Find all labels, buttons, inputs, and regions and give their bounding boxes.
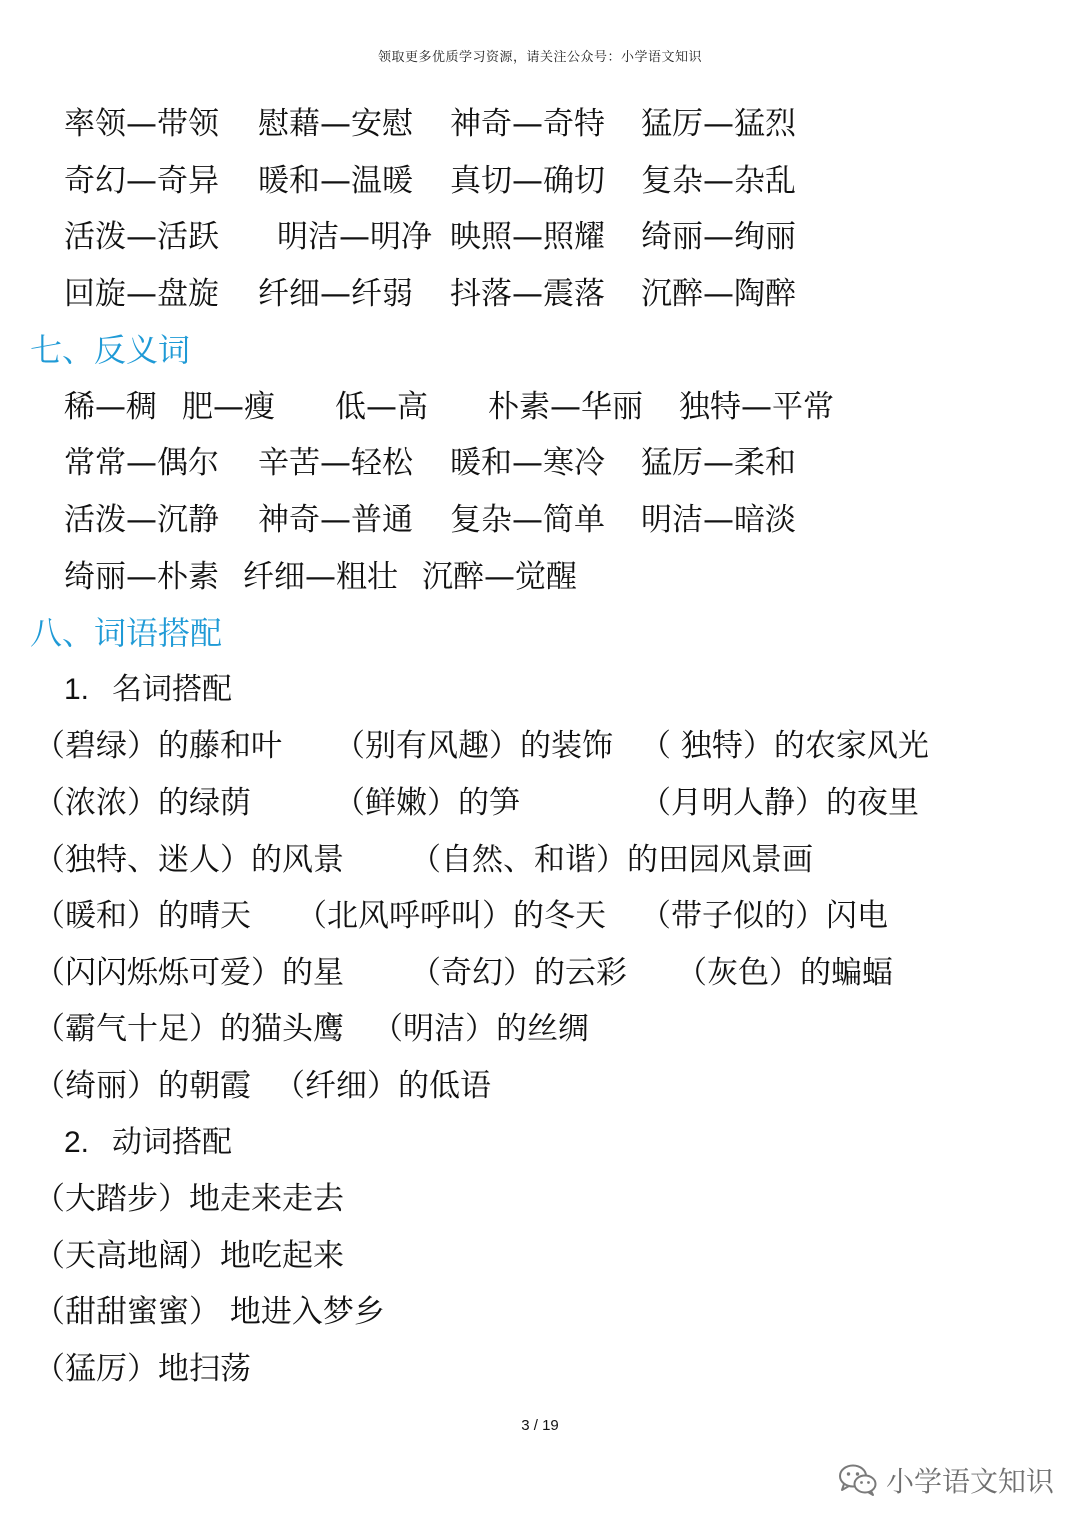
antonym-pair: 明洁—暗淡 [641, 502, 796, 538]
collocation: （自然、和谐）的田园风景画 [410, 842, 813, 878]
collocation: （带子似的）闪电 [640, 898, 888, 934]
antonym-pair: 纤细—粗壮 [243, 559, 398, 595]
collocation: （灰色）的蝙蝠 [676, 955, 893, 991]
antonym-pair: 绮丽—朴素 [64, 559, 219, 595]
synonym-pair: 绮丽—绚丽 [641, 219, 796, 255]
synonym-pair: 活泼—活跃 [64, 219, 219, 255]
antonym-pair: 复杂—简单 [450, 502, 605, 538]
synonym-pair: 慰藉—安慰 [258, 106, 413, 142]
collocation: （猛厉）地扫荡 [34, 1351, 251, 1387]
collocation: （霸气十足）的猫头鹰 [34, 1011, 344, 1047]
synonym-pair: 暖和—温暖 [258, 163, 413, 199]
collocation: （月明人静）的夜里 [640, 785, 919, 821]
synonym-pair: 神奇—奇特 [450, 106, 605, 142]
antonym-pair: 猛厉—柔和 [641, 445, 796, 481]
antonym-pair: 活泼—沉静 [64, 502, 219, 538]
synonym-pair: 奇幻—奇异 [64, 163, 219, 199]
collocation: （浓浓）的绿荫 [34, 785, 251, 821]
synonym-pair: 回旋—盘旋 [64, 276, 219, 312]
collocation: （闪闪烁烁可爱）的星 [34, 955, 344, 991]
collocation: （明洁）的丝绸 [372, 1011, 589, 1047]
synonym-pair: 复杂—杂乱 [641, 163, 796, 199]
synonym-pair: 沉醉—陶醉 [641, 276, 796, 312]
collocation: （碧绿）的藤和叶 [34, 728, 282, 764]
synonym-pair: 率领—带领 [64, 106, 219, 142]
section-title-text: 七、反义词 [30, 331, 191, 369]
collocation: （独特、迷人）的风景 [34, 842, 344, 878]
page-number: 3 / 19 [521, 1417, 559, 1434]
subheading-text: 动词搭配 [112, 1125, 232, 1160]
antonym-pair: 辛苦—轻松 [258, 445, 413, 481]
synonym-pair: 明洁—明净 [277, 219, 432, 255]
collocation: （鲜嫩）的笋 [334, 785, 520, 821]
collocation: （绮丽）的朝霞 [34, 1068, 251, 1104]
collocation: （奇幻）的云彩 [410, 955, 627, 991]
synonym-pair: 映照—照耀 [450, 219, 605, 255]
synonym-pair: 抖落—震落 [450, 276, 605, 312]
watermark-text: 小学语文知识 [886, 1465, 1055, 1498]
collocation: （暖和）的晴天 [34, 898, 251, 934]
collocation: （北风呼呼叫）的冬天 [296, 898, 606, 934]
collocation: （甜甜蜜蜜） 地进入梦乡 [34, 1294, 385, 1330]
watermark [838, 1460, 1054, 1500]
collocation: （天高地阔）地吃起来 [34, 1238, 344, 1274]
synonym-pair: 纤细—纤弱 [258, 276, 413, 312]
antonym-pair: 常常—偶尔 [64, 445, 219, 481]
page-header: 领取更多优质学习资源，请关注公众号：小学语文知识 [377, 50, 702, 65]
collocation: （大踏步）地走来走去 [34, 1181, 344, 1217]
subheading-number: 2. [64, 1126, 90, 1159]
antonym-pair: 神奇—普通 [258, 502, 413, 538]
collocation: （ 独特）的农家风光 [640, 728, 929, 764]
synonym-pair: 猛厉—猛烈 [641, 106, 796, 142]
antonym-pair: 暖和—寒冷 [450, 445, 605, 481]
collocation: （别有风趣）的装饰 [334, 728, 613, 764]
antonym-pair: 肥—瘦 [182, 389, 275, 425]
collocation: （纤细）的低语 [274, 1068, 491, 1104]
subheading-number: 1. [64, 673, 90, 706]
antonym-pair: 低—高 [335, 389, 428, 425]
antonym-pair: 沉醉—觉醒 [422, 559, 577, 595]
antonym-pair: 稀—稠 [64, 389, 157, 425]
section-title-text: 八、词语搭配 [30, 614, 223, 652]
antonym-pair: 朴素—华丽 [488, 389, 643, 425]
synonym-pair: 真切—确切 [450, 163, 605, 199]
wechat-icon [838, 1463, 878, 1497]
antonym-pair: 独特—平常 [679, 389, 834, 425]
subheading-text: 名词搭配 [112, 672, 232, 707]
